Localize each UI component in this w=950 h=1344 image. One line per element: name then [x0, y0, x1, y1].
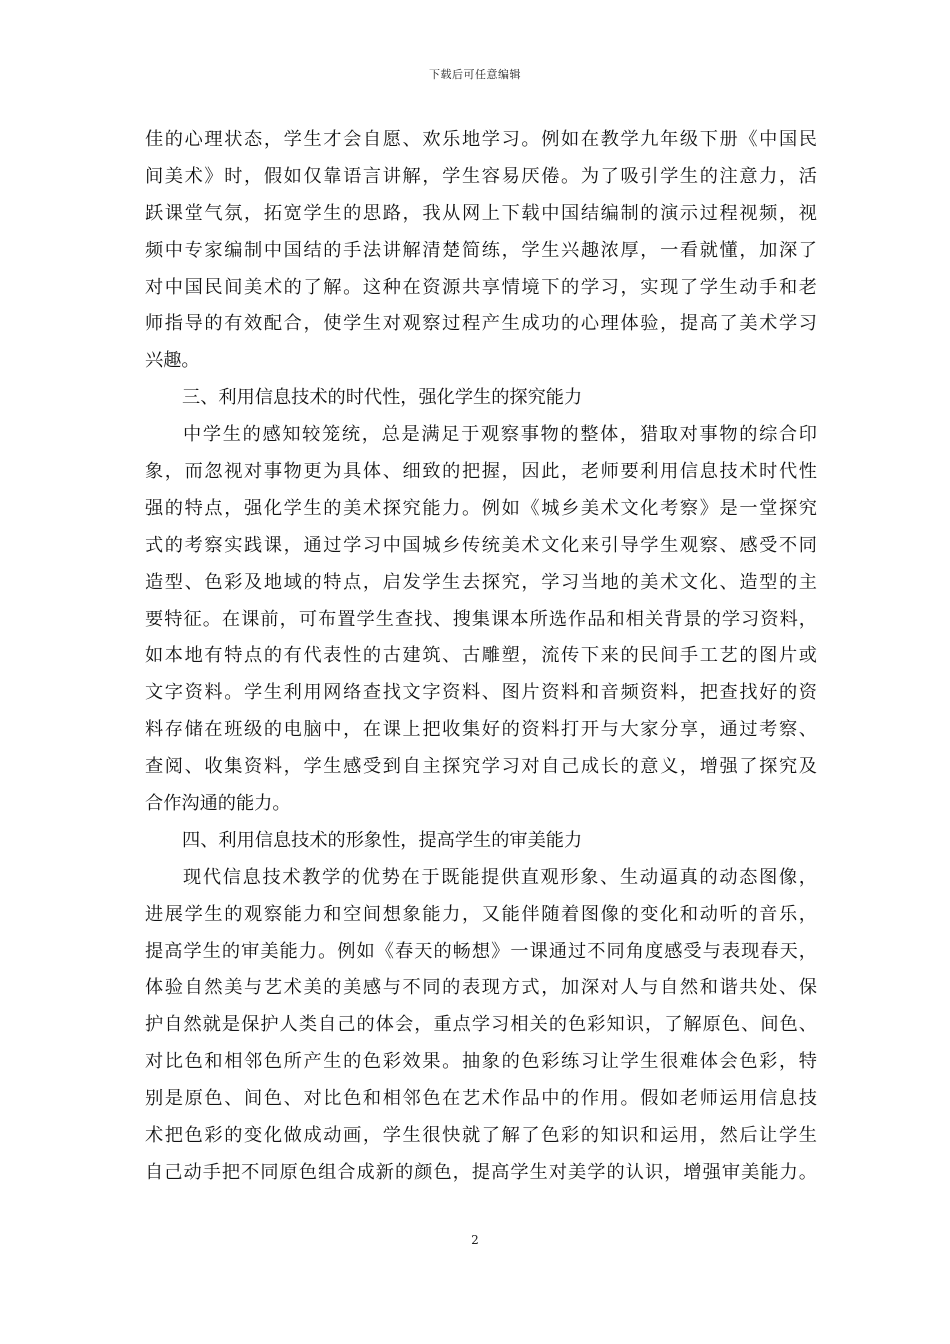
- text-line: 造型、色彩及地域的特点，启发学生去探究，学习当地的美术文化、造型的主: [145, 571, 817, 593]
- text-line: 师指导的有效配合，使学生对观察过程产生成功的心理体验，提高了美术学习: [145, 313, 817, 335]
- text-line: 佳的心理状态，学生才会自愿、欢乐地学习。例如在教学九年级下册《中国民: [145, 129, 817, 150]
- page-header: 下载后可任意编辑: [429, 68, 521, 81]
- section-heading-3: 三、利用信息技术的时代性，强化学生的探究能力: [182, 387, 583, 409]
- section-heading-4: 四、利用信息技术的形象性，提高学生的审美能力: [182, 829, 583, 851]
- text-line: 强的特点，强化学生的美术探究能力。例如《城乡美术文化考察》是一堂探究: [145, 497, 817, 519]
- paragraph-1: [145, 122, 817, 380]
- document-body: [145, 122, 817, 1192]
- text-line: 合作沟通的能力。: [145, 793, 291, 815]
- text-line: 提高学生的审美能力。例如《春天的畅想》一课通过不同角度感受与表现春天，: [145, 940, 817, 962]
- text-line: 兴趣。: [145, 350, 200, 372]
- text-line: 现代信息技术教学的优势在于既能提供直观形象、生动逼真的动态图像，: [183, 866, 817, 888]
- text-line: 如本地有特点的有代表性的古建筑、古雕塑，流传下来的民间手工艺的图片或: [145, 645, 817, 667]
- text-line: 护自然就是保护人类自己的体会，重点学习相关的色彩知识，了解原色、间色、: [145, 1014, 817, 1036]
- text-line: 体验自然美与艺术美的美感与不同的表现方式，加深对人与自然和谐共处、保: [145, 977, 817, 999]
- text-line: 术把色彩的变化做成动画，学生很快就了解了色彩的知识和运用，然后让学生: [145, 1125, 817, 1147]
- paragraph-2: [145, 417, 817, 823]
- text-line: 料存储在班级的电脑中，在课上把收集好的资料打开与大家分享，通过考察、: [145, 719, 817, 741]
- text-line: 别是原色、间色、对比色和相邻色在艺术作品中的作用。假如老师运用信息技: [145, 1088, 817, 1110]
- text-line: 自己动手把不同原色组合成新的颜色，提高学生对美学的认识，增强审美能力。: [145, 1161, 817, 1183]
- text-line: 文字资料。学生利用网络查找文字资料、图片资料和音频资料，把查找好的资: [145, 682, 817, 704]
- text-line: 对比色和相邻色所产生的色彩效果。抽象的色彩练习让学生很难体会色彩，特: [145, 1051, 817, 1073]
- text-line: 对中国民间美术的了解。这种在资源共享情境下的学习，实现了学生动手和老: [145, 276, 817, 298]
- text-line: 进展学生的观察能力和空间想象能力，又能伴随着图像的变化和动听的音乐，: [145, 903, 817, 925]
- text-line: 象，而忽视对事物更为具体、细致的把握，因此，老师要利用信息技术时代性: [145, 461, 817, 483]
- text-line: 中学生的感知较笼统，总是满足于观察事物的整体，猎取对事物的综合印: [183, 424, 817, 446]
- text-line: 跃课堂气氛，拓宽学生的思路，我从网上下载中国结编制的演示过程视频，视: [145, 202, 817, 224]
- text-line: 频中专家编制中国结的手法讲解清楚简练，学生兴趣浓厚，一看就懂，加深了: [145, 239, 817, 261]
- text-line: 间美术》时，假如仅靠语言讲解，学生容易厌倦。为了吸引学生的注意力，活: [145, 165, 817, 187]
- page-number: 2: [471, 1233, 479, 1247]
- text-line: 查阅、收集资料，学生感受到自主探究学习对自己成长的意义，增强了探究及: [145, 756, 817, 778]
- text-line: 式的考察实践课，通过学习中国城乡传统美术文化来引导学生观察、感受不同: [145, 534, 817, 556]
- paragraph-3: [145, 860, 817, 1192]
- text-line: 要特征。在课前，可布置学生查找、搜集课本所选作品和相关背景的学习资料，: [145, 608, 817, 630]
